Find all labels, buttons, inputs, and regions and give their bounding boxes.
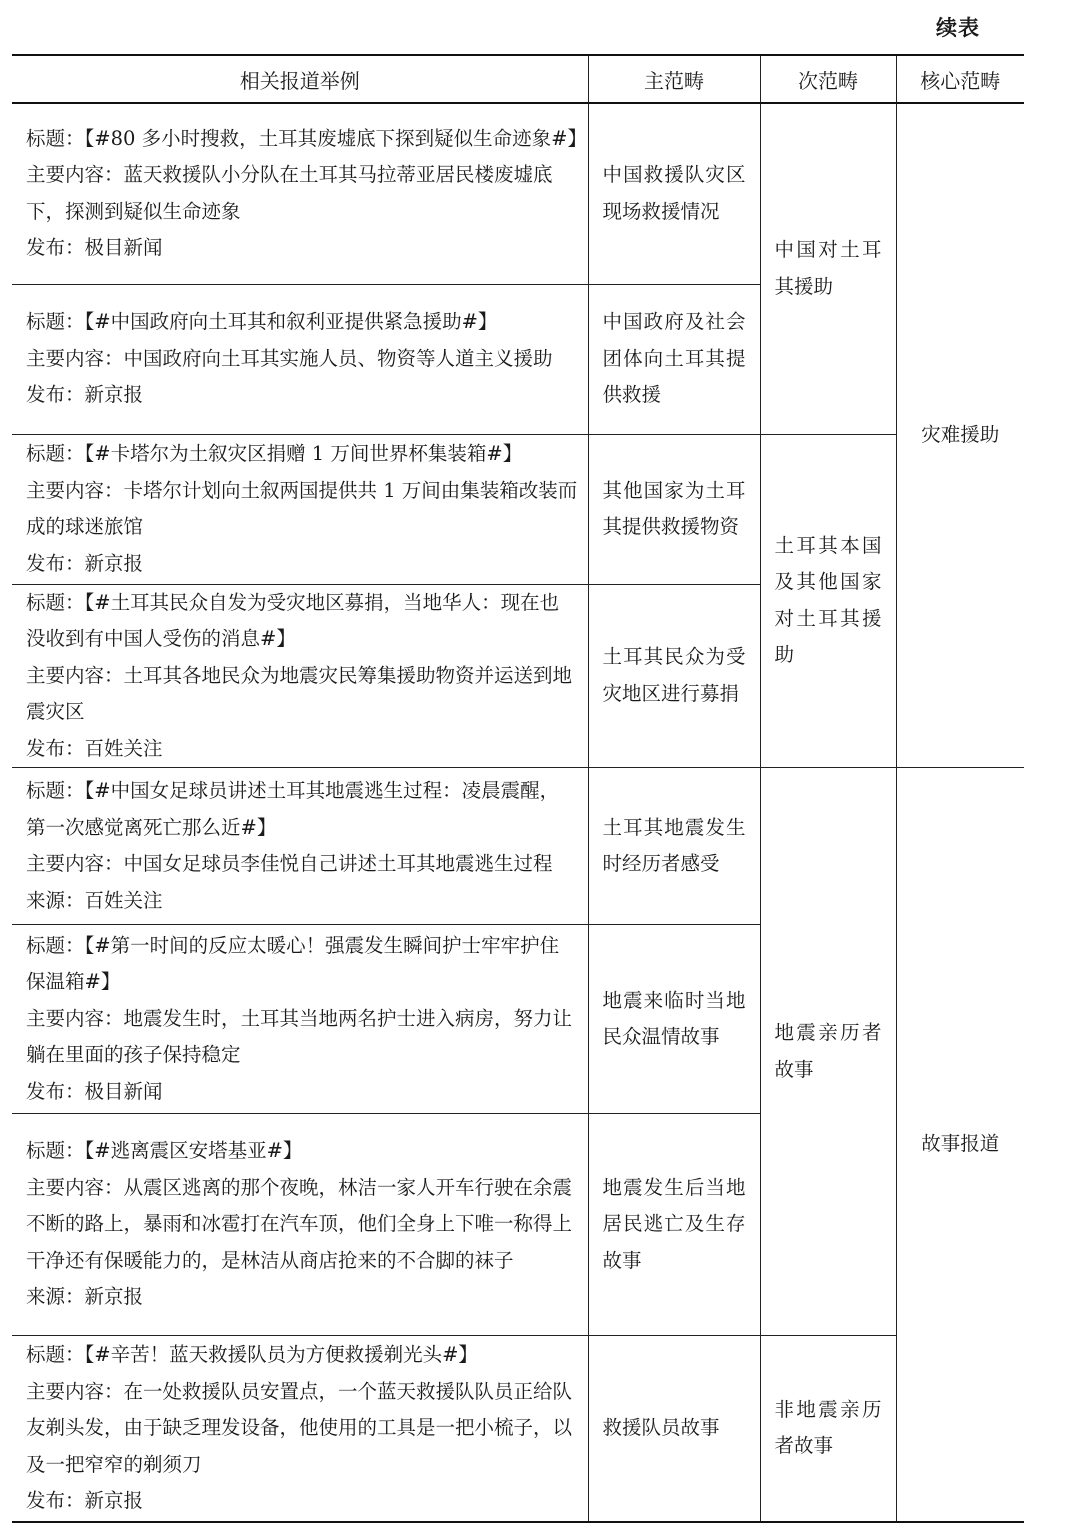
report-content: 主要内容：卡塔尔计划向土叙两国提供共 1 万间由集装箱改装而成的球迷旅馆	[26, 478, 578, 538]
report-source: 发布：极目新闻	[26, 1079, 163, 1103]
table-row	[12, 103, 1024, 284]
report-title: 标题：【#中国政府向土耳其和叙利亚提供紧急援助#】	[26, 310, 498, 334]
report-content: 主要内容：从震区逃离的那个夜晚，林洁一家人开车行驶在余震不断的路上，暴雨和冰雹打在汽车顶，他们全身上下唯一称得上干净还有保暖能力的，是林洁从商店抢来的不合脚的袜子	[26, 1175, 573, 1272]
table-row	[12, 768, 1024, 925]
example-cell	[12, 584, 588, 768]
sub-category-cell: 地震亲历者故事	[760, 768, 896, 1336]
report-content: 主要内容：地震发生时，土耳其当地两名护士进入病房，努力让躺在里面的孩子保持稳定	[26, 1006, 573, 1067]
table-row	[12, 1336, 1024, 1522]
sub-category-cell: 中国对土耳其援助	[760, 103, 896, 434]
main-category-cell: 中国救援队灾区现场救援情况	[588, 103, 760, 284]
example-cell	[12, 1114, 588, 1336]
report-content: 主要内容：土耳其各地民众为地震灾民筹集援助物资并运送到地震灾区	[26, 663, 573, 723]
report-source: 发布：新京报	[26, 383, 144, 407]
report-title: 标题：【#土耳其民众自发为受灾地区募捐，当地华人：现在也没收到有中国人受伤的消息#】	[26, 590, 560, 650]
main-category-cell: 土耳其民众为受灾地区进行募捐	[588, 584, 760, 768]
report-title: 标题：【#辛苦！蓝天救援队员为方便救援剃光头#】	[26, 1343, 478, 1366]
table-row	[12, 434, 1024, 584]
continued-table-label: 续表	[936, 16, 980, 40]
example-cell	[12, 925, 588, 1114]
report-source: 发布：新京报	[26, 551, 144, 575]
report-source: 来源：百姓关注	[26, 888, 163, 912]
report-content: 主要内容：中国政府向土耳其实施人员、物资等人道主义援助	[26, 346, 553, 370]
main-category-cell: 地震来临时当地民众温情故事	[588, 925, 760, 1114]
report-source: 发布：百姓关注	[26, 736, 163, 760]
main-category-cell: 中国政府及社会团体向土耳其提供救援	[588, 284, 760, 434]
report-content: 主要内容：蓝天救援队小分队在土耳其马拉蒂亚居民楼废墟底下，探测到疑似生命迹象	[26, 163, 553, 223]
core-category-cell: 故事报道	[896, 768, 1024, 1522]
report-title: 标题：【#中国女足球员讲述土耳其地震逃生过程：凌晨震醒，第一次感觉离死亡那么近#】	[26, 779, 560, 839]
report-content: 主要内容：在一处救援队员安置点，一个蓝天救援队队员正给队友剃头发，由于缺乏理发设备，他使用的工具是一把小梳子，以及一把窄窄的剃须刀	[26, 1379, 573, 1476]
main-category-cell: 土耳其地震发生时经历者感受	[588, 768, 760, 925]
header-main-category: 主范畴	[588, 55, 760, 103]
core-category-cell: 灾难援助	[896, 103, 1024, 768]
report-source: 发布：极目新闻	[26, 236, 163, 260]
header-examples: 相关报道举例	[12, 55, 588, 103]
header-sub-category: 次范畴	[760, 55, 896, 103]
report-source: 来源：新京报	[26, 1285, 144, 1309]
main-category-cell: 地震发生后当地居民逃亡及生存故事	[588, 1114, 760, 1336]
main-category-cell: 其他国家为土耳其提供救援物资	[588, 434, 760, 584]
report-title: 标题：【#逃离震区安塔基亚#】	[26, 1139, 303, 1163]
main-category-cell: 救援队员故事	[588, 1336, 760, 1522]
report-title: 标题：【#80 多小时搜救，土耳其废墟底下探到疑似生命迹象#】	[26, 126, 587, 150]
example-cell	[12, 103, 588, 284]
example-cell	[12, 1336, 588, 1522]
example-cell	[12, 284, 588, 434]
table-header-row	[12, 55, 1024, 103]
sub-category-cell: 土耳其本国及其他国家对土耳其援助	[760, 434, 896, 768]
categories-table	[12, 54, 1024, 1523]
sub-category-cell: 非地震亲历者故事	[760, 1336, 896, 1522]
example-cell	[12, 434, 588, 584]
report-title: 标题：【#卡塔尔为土叙灾区捐赠 1 万间世界杯集装箱#】	[26, 442, 523, 465]
report-source: 发布：新京报	[26, 1489, 144, 1512]
example-cell	[12, 768, 588, 925]
report-content: 主要内容：中国女足球员李佳悦自己讲述土耳其地震逃生过程	[26, 852, 553, 875]
report-title: 标题：【#第一时间的反应太暖心！强震发生瞬间护士牢牢护住保温箱#】	[26, 933, 560, 994]
header-core-category: 核心范畴	[896, 55, 1024, 103]
